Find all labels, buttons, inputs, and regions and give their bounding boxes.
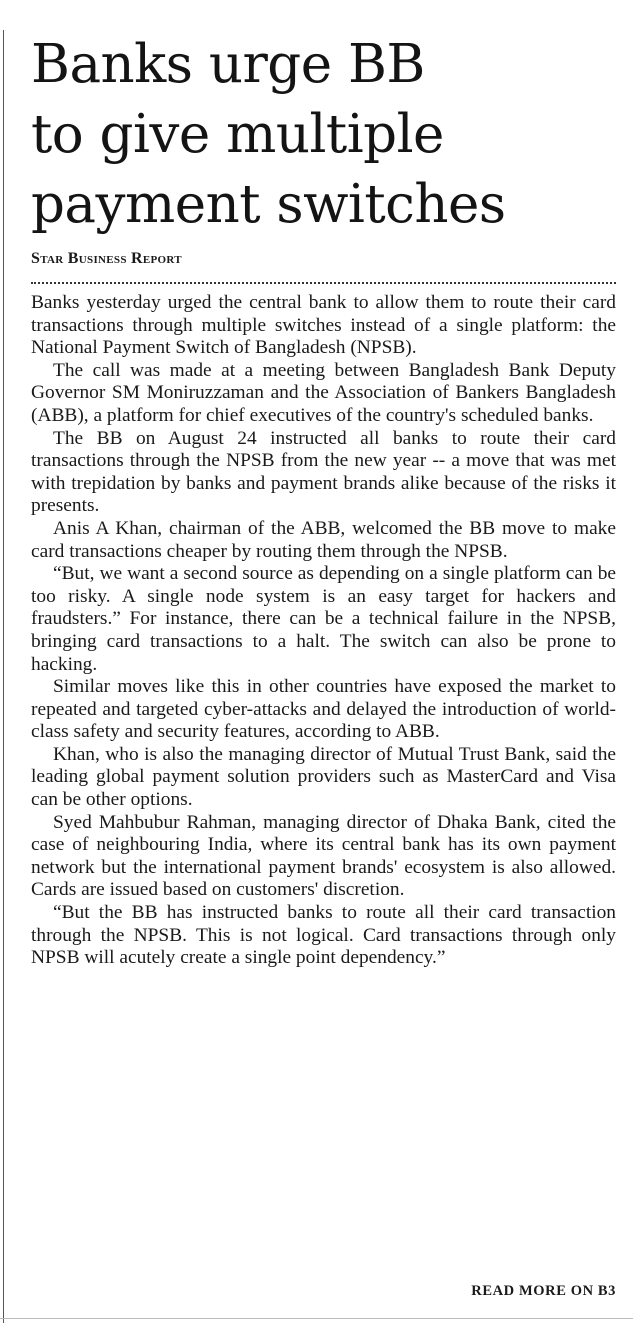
news-article <box>31 30 616 970</box>
paragraph: “But, we want a second source as depending on a single platform can be too risky. A single node system is an easy target for hackers and fraudsters.” For instance, there can be a technical failure in the NPSB, bringing card transactions to a halt. The switch can also be prone to hacking. <box>31 563 616 675</box>
paragraph: Khan, who is also the managing director of Mutual Trust Bank, said the leading global payment solution providers such as MasterCard and Visa can be other options. <box>31 743 616 811</box>
paragraph: The call was made at a meeting between Bangladesh Bank Deputy Governor SM Moniruzzaman and the Association of Bankers Bangladesh (ABB), a platform for chief executives of the country's scheduled banks. <box>31 359 616 426</box>
headline-line-3: payment switches <box>31 174 506 235</box>
headline-line-1: Banks urge BB <box>31 34 425 95</box>
paragraph: “But the BB has instructed banks to route all their card transaction through the NPSB. This is not logical. Card transactions through only NPSB will acutely create a single point dependency.” <box>31 902 616 969</box>
paragraph: Syed Mahbubur Rahman, managing director of Dhaka Bank, cited the case of neighbouring India, where its central bank has its own payment network but the international payment brands' ecosystem is also allowed. Cards are issued based on customers' discretion. <box>31 811 616 901</box>
paragraph: Anis A Khan, chairman of the ABB, welcomed the BB move to make card transactions cheaper by routing them through the NPSB. <box>31 517 616 562</box>
read-more-link[interactable]: READ MORE ON B3 <box>471 1283 616 1299</box>
dotted-divider <box>31 282 616 284</box>
bottom-divider <box>0 1318 633 1319</box>
paragraph: Similar moves like this in other countries have exposed the market to repeated and targeted cyber-attacks and delayed the introduction of world-class safety and security features, according to ABB. <box>31 676 616 743</box>
paragraph: Banks yesterday urged the central bank to allow them to route their card transactions through multiple switches instead of a single platform: the National Payment Switch of Bangladesh (NPSB). <box>31 292 616 359</box>
paragraph: The BB on August 24 instructed all banks to route their card transactions through the NPSB from the new year -- a move that was met with trepidation by banks and payment brands alike because of the risks it presents. <box>31 427 616 517</box>
headline-line-2: to give multiple <box>31 104 444 165</box>
byline: Star Business Report <box>31 250 182 267</box>
headline <box>31 30 616 240</box>
article-body <box>31 292 616 970</box>
column-rule <box>3 30 4 1323</box>
